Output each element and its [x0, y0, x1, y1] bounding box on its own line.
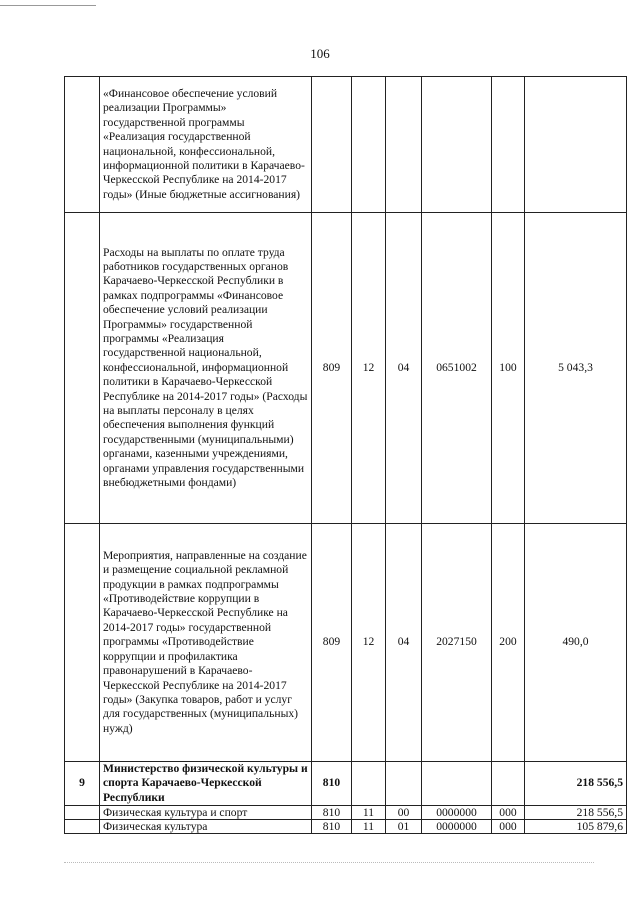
- table-row: [65, 77, 627, 213]
- row-rz: 12: [352, 213, 386, 524]
- table-row: [65, 762, 627, 806]
- row-number: [65, 820, 100, 834]
- row-rz: 11: [352, 820, 386, 834]
- row-grbs: 809: [312, 524, 352, 762]
- row-vr: [492, 762, 525, 806]
- row-number: [65, 77, 100, 213]
- row-name: Физическая культура: [100, 820, 312, 834]
- row-vr: 100: [492, 213, 525, 524]
- row-csr: 0000000: [422, 806, 492, 820]
- row-csr: [422, 762, 492, 806]
- row-rz: [352, 762, 386, 806]
- row-number: [65, 806, 100, 820]
- row-vr: [492, 77, 525, 213]
- row-number: [65, 524, 100, 762]
- row-pr: 00: [386, 806, 422, 820]
- row-grbs: 810: [312, 806, 352, 820]
- row-number: [65, 213, 100, 524]
- row-grbs: 810: [312, 820, 352, 834]
- row-sum: 490,0: [525, 524, 627, 762]
- row-pr: [386, 762, 422, 806]
- row-name: Расходы на выплаты по оплате труда работников государственных органов Карачаево-Черкесской Республики в рамках подпрограммы «Финансовое обеспечение условий реализации Программы» государственной программы «Реализация государственной национальной, конфессиональной, информационной политики в Карачаево-Черкесской Республике на 2014-2017 годы» (Расходы на выплаты персоналу в целях обеспечения выполнения функций государственными (муниципальными) органами, казенными учреждениями, органами управления государственными внебюджетными фондами): [100, 213, 312, 524]
- row-name: Физическая культура и спорт: [100, 806, 312, 820]
- row-csr: 0651002: [422, 213, 492, 524]
- bottom-scan-line: [64, 862, 594, 863]
- row-vr: 000: [492, 806, 525, 820]
- row-rz: [352, 77, 386, 213]
- page-number: 106: [310, 46, 330, 61]
- row-pr: 04: [386, 524, 422, 762]
- row-rz: 12: [352, 524, 386, 762]
- row-grbs: 810: [312, 762, 352, 806]
- row-name: Мероприятия, направленные на создание и размещение социальной рекламной продукции в рамках подпрограммы «Противодействие коррупции в Карачаево-Черкесской Республике на 2014-2017 годы» государственной программы «Противодействие коррупции и профилактика правонарушений в Карачаево-Черкесской Республике на 2014-2017 годы» (Закупка товаров, работ и услуг для государственных (муниципальных) нужд): [100, 524, 312, 762]
- row-sum: 218 556,5: [525, 806, 627, 820]
- row-csr: 0000000: [422, 820, 492, 834]
- row-number: 9: [65, 762, 100, 806]
- row-grbs: [312, 77, 352, 213]
- row-pr: 04: [386, 213, 422, 524]
- table-row: [65, 524, 627, 762]
- row-grbs: 809: [312, 213, 352, 524]
- row-pr: 01: [386, 820, 422, 834]
- table-row: [65, 820, 627, 834]
- row-sum: 5 043,3: [525, 213, 627, 524]
- table-row: [65, 213, 627, 524]
- row-sum: 218 556,5: [525, 762, 627, 806]
- row-pr: [386, 77, 422, 213]
- row-sum: 105 879,6: [525, 820, 627, 834]
- row-vr: 200: [492, 524, 525, 762]
- row-csr: [422, 77, 492, 213]
- row-csr: 2027150: [422, 524, 492, 762]
- budget-table: [64, 76, 627, 834]
- corner-rule: [0, 5, 96, 6]
- row-sum: [525, 77, 627, 213]
- row-vr: 000: [492, 820, 525, 834]
- row-name: «Финансовое обеспечение условий реализации Программы» государственной программы «Реализация государственной национальной, конфессиональной, информационной политики в Карачаево-Черкесской Республике на 2014-2017 годы» (Иные бюджетные ассигнования): [100, 77, 312, 213]
- table-row: [65, 806, 627, 820]
- row-rz: 11: [352, 806, 386, 820]
- row-name: Министерство физической культуры и спорта Карачаево-Черкесской Республики: [100, 762, 312, 806]
